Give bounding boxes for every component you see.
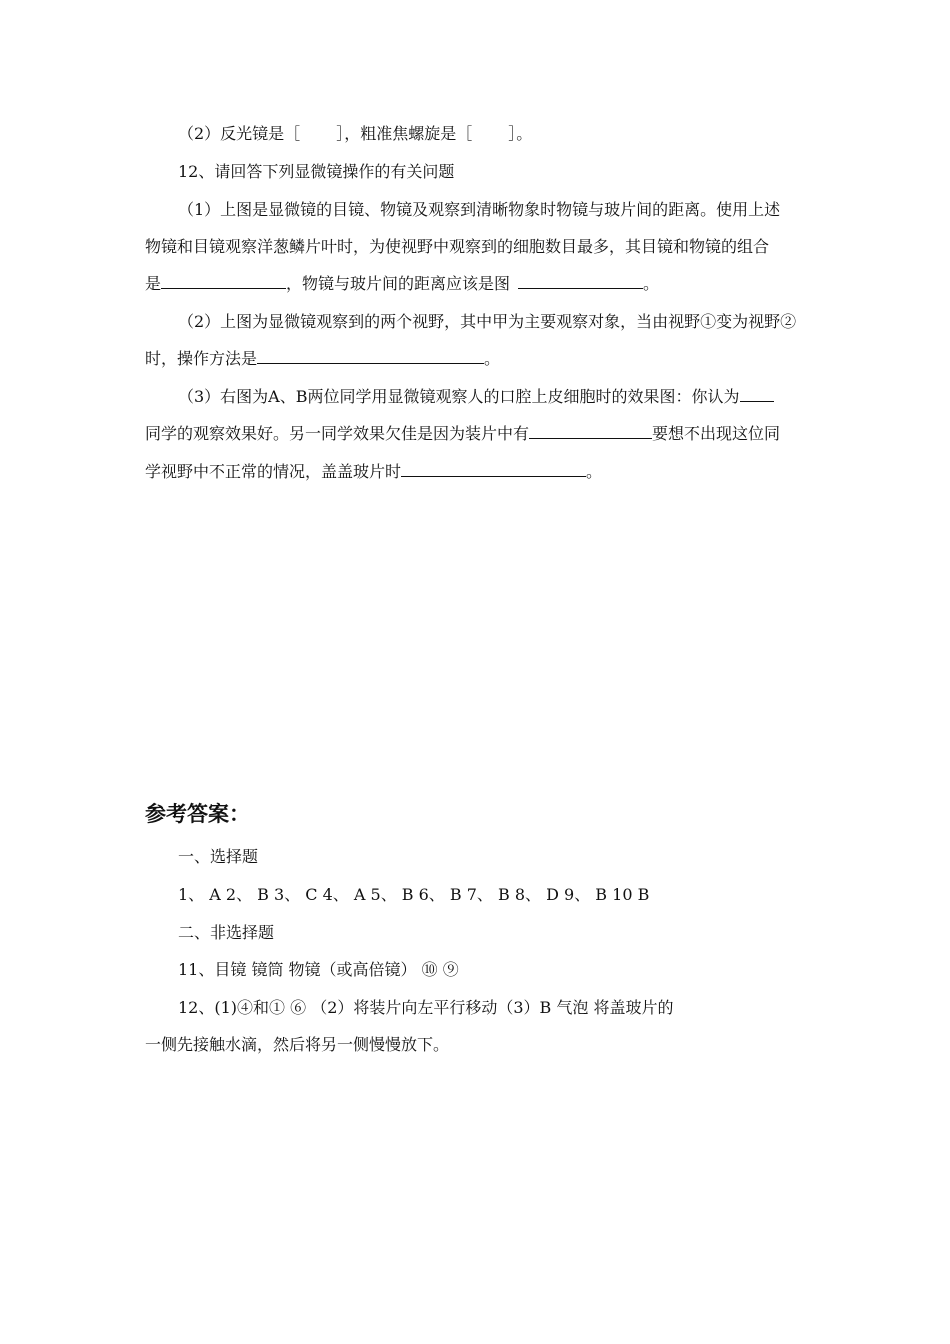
answer-11: 11、目镜 镜筒 物镜（或高倍镜） ⑩ ⑨ [178, 960, 459, 979]
q12-p1-line1: （1）上图是显微镜的目镜、物镜及观察到清晰物象时物镜与玻片间的距离。使用上述 [178, 200, 781, 219]
q12-p1-line3 [145, 273, 659, 295]
answer-blank[interactable] [740, 386, 774, 402]
q12-p3-line3-a: 学视野中不正常的情况，盖盖玻片时 [145, 462, 402, 481]
q11-part2-mid: ］，粗准焦螺旋是［ [336, 124, 473, 143]
q11-part2-prefix: （2）反光镜是［ [178, 124, 301, 143]
answer-12-line1: 12、(1)④和① ⑥ （2）将装片向左平行移动（3）B 气泡 将盖玻片的 [178, 998, 674, 1017]
q12-p1-line3-c: 。 [643, 274, 660, 293]
q11-part2-suffix: ］。 [508, 124, 533, 143]
answer-blank[interactable] [518, 273, 643, 289]
q11-part2-line [178, 123, 532, 145]
answer-blank[interactable] [529, 423, 652, 439]
q12-p3-line2-a: 同学的观察效果好。另一同学效果欠佳是因为装片中有 [145, 424, 530, 443]
q12-p2-line2 [145, 348, 500, 370]
q12-p3-line2-b: 要想不出现这位同 [652, 424, 781, 443]
answer-12-line2: 一侧先接触水滴，然后将另一侧慢慢放下。 [145, 1035, 450, 1054]
answers-section-1: 一、选择题 [178, 847, 259, 866]
q12-p2-line2-a: 时，操作方法是 [145, 349, 258, 368]
answer-blank[interactable] [161, 273, 286, 289]
q12-p3-line1 [178, 386, 774, 408]
q12-p1-line3-a: 是 [145, 274, 162, 293]
q12-p1-line2: 物镜和目镜观察洋葱鳞片叶时，为使视野中观察到的细胞数目最多，其目镜和物镜的组合 [145, 237, 770, 256]
answer-blank[interactable] [401, 461, 586, 477]
q12-p3-line3 [145, 461, 602, 483]
answers-choices: 1、 A 2、 B 3、 C 4、 A 5、 B 6、 B 7、 B 8、 D 9、 B 10 B [178, 885, 650, 904]
q12-p3-line1-text: （3）右图为A、B两位同学用显微镜观察人的口腔上皮细胞时的效果图：你认为 [178, 387, 740, 406]
q12-p3-line2 [145, 423, 780, 445]
q12-p3-line3-b: 。 [586, 462, 603, 481]
answer-blank[interactable] [257, 348, 484, 364]
q12-p2-line2-b: 。 [484, 349, 501, 368]
q12-p2-line1: （2）上图为显微镜观察到的两个视野，其中甲为主要观察对象，当由视野①变为视野② [178, 312, 797, 331]
q12-p1-line3-b: ，物镜与玻片间的距离应该是图 [286, 274, 511, 293]
answers-heading: 参考答案： [145, 801, 250, 826]
answers-section-2: 二、非选择题 [178, 923, 275, 942]
q12-title: 12、请回答下列显微镜操作的有关问题 [178, 162, 455, 181]
